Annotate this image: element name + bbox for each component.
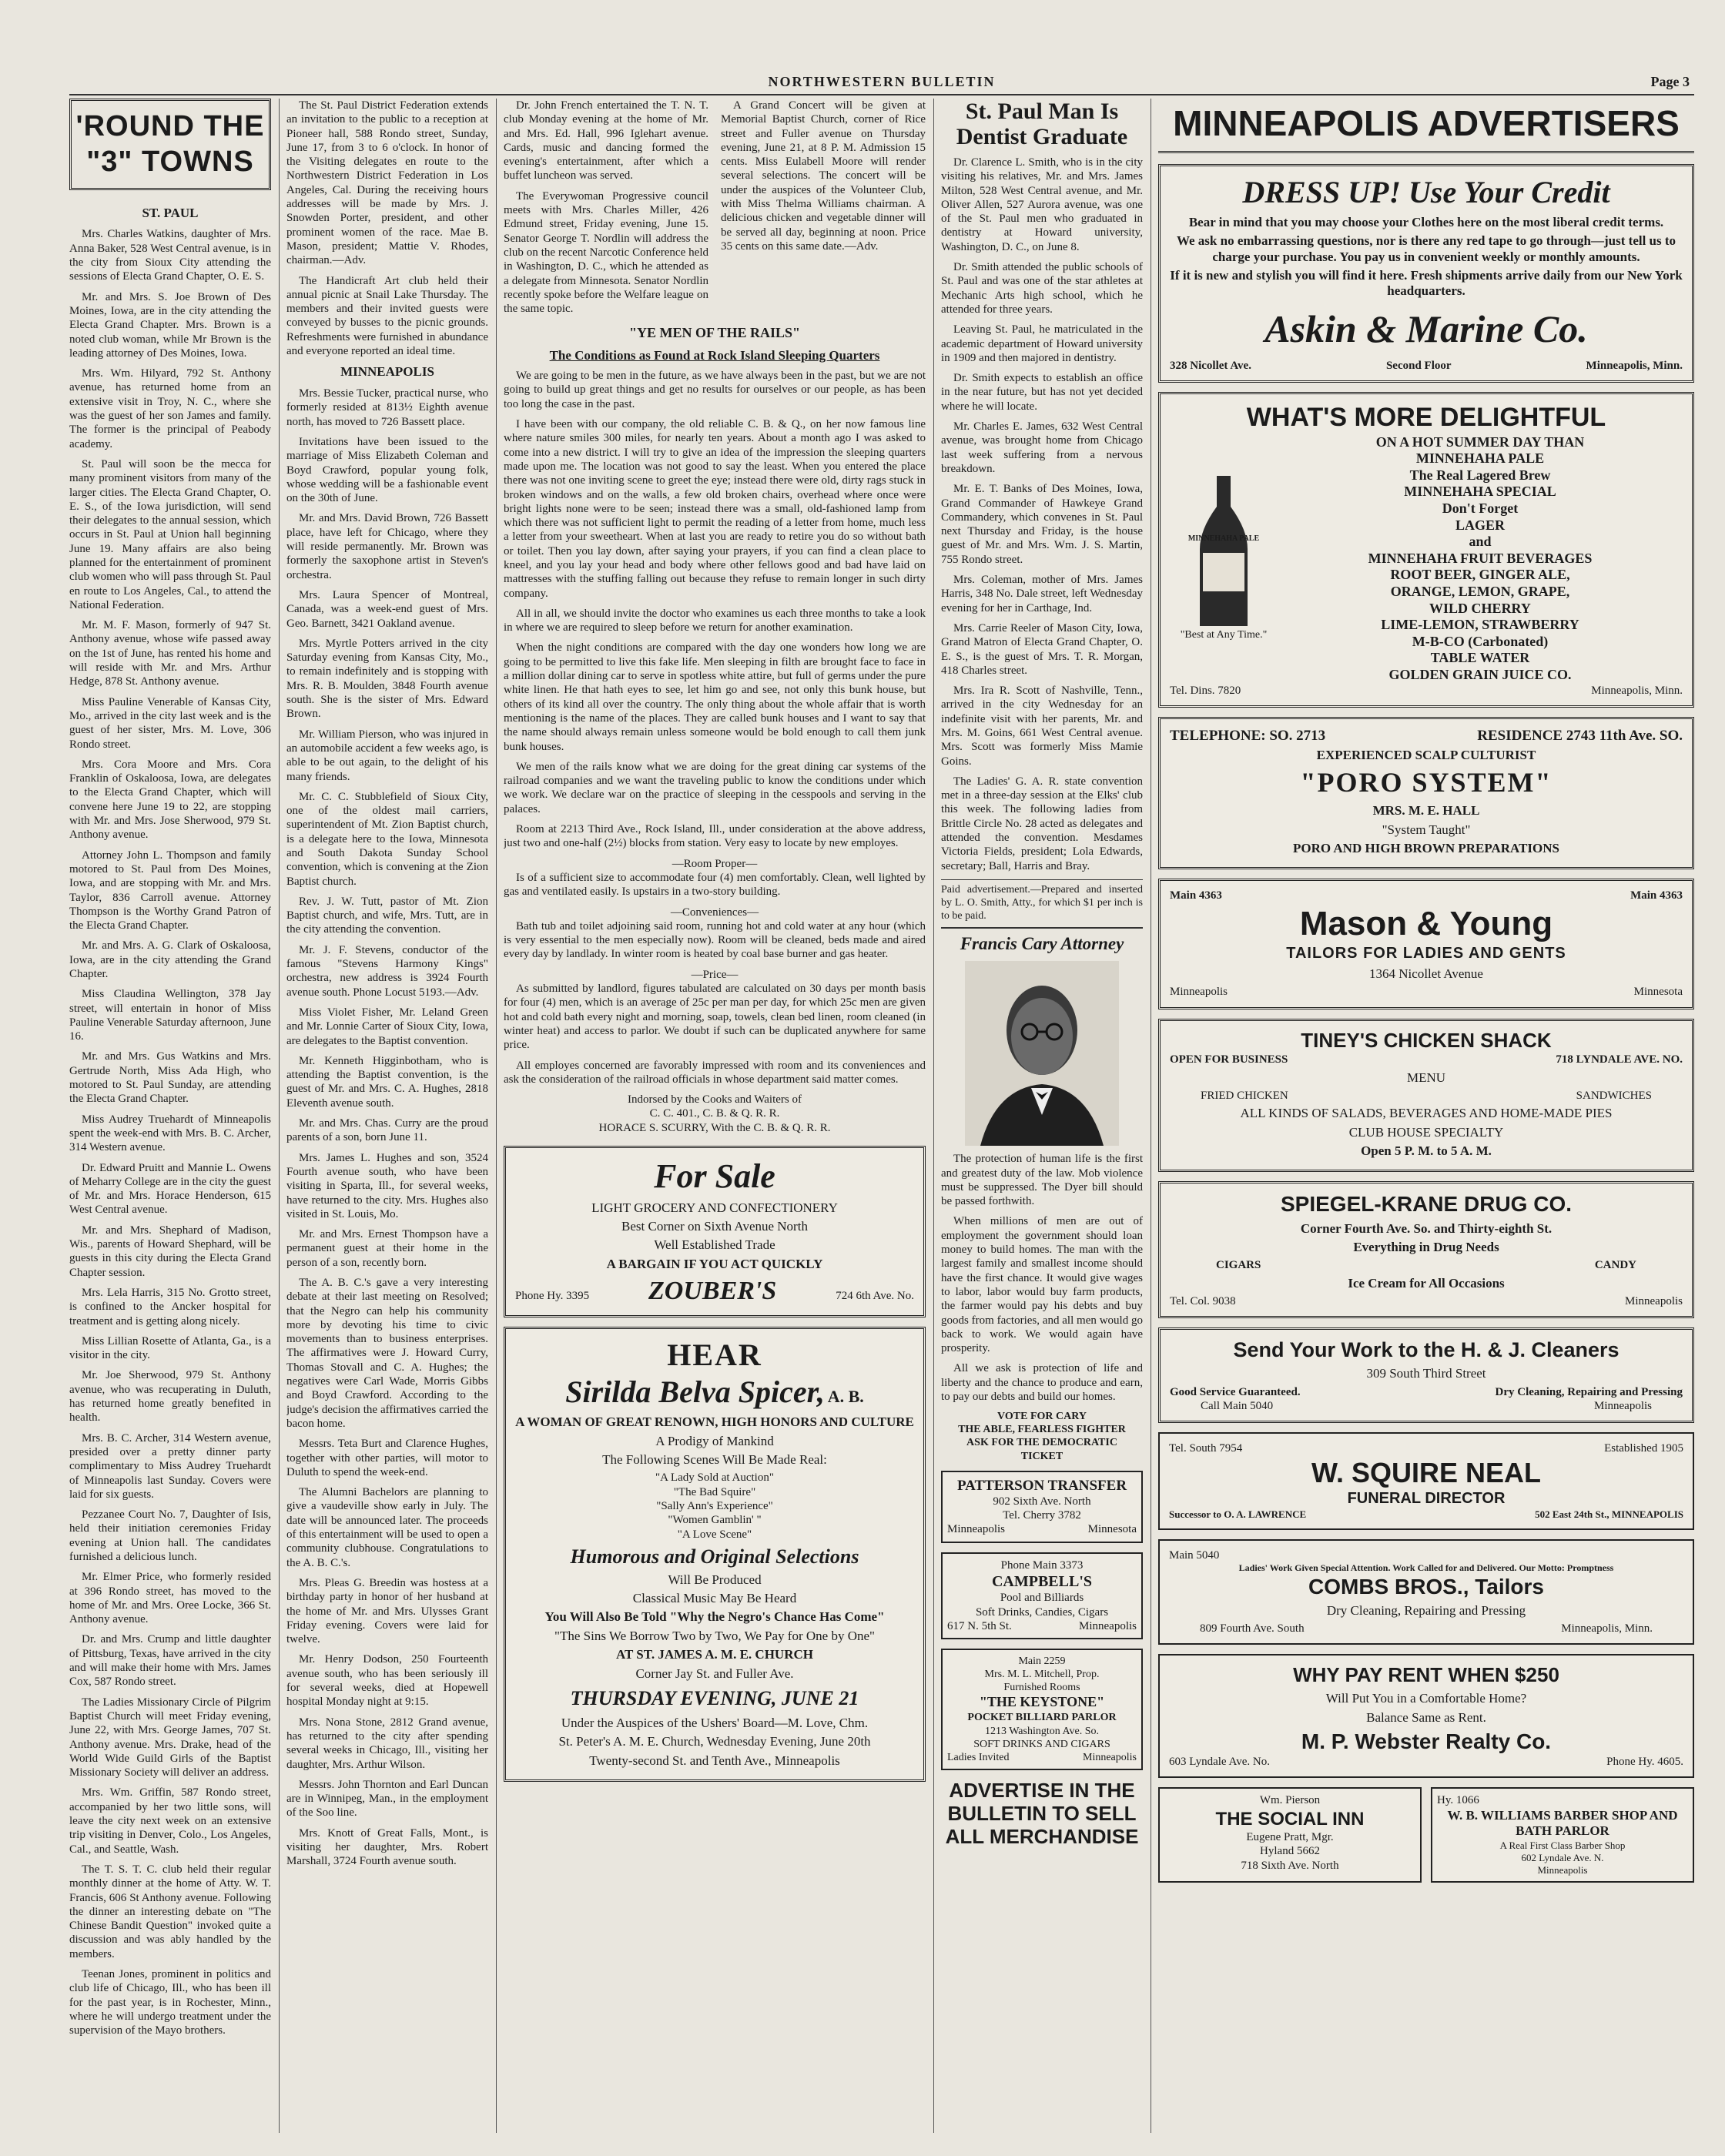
news-paragraph: Mr. M. F. Mason, formerly of 947 St. Anthony avenue, whose wife passed away on the 1st of June, has rented his home and will reside with Mr. and Mrs. Arthur Hedge, 878 St. Anthony avenue. [69,619,271,688]
ad-line: Open 5 P. M. to 5 A. M. [1361,1143,1492,1158]
conveniences-text: Bath tub and toilet adjoining said room, running hot and cold water at any hour (which is very essential to the men especially now). Room will be cleaned, beds made and aired every day by landlady. In winter room is heated by coal base burner and gas heater. [504,919,926,961]
article-paragraph: All in all, we should invite the doctor who examines us each three months to take a look in where we are required to sleep before we return for another examination. [504,607,926,634]
dentist-news [941,156,1143,873]
column-dentist [941,99,1143,2131]
ad-line: SOFT DRINKS AND CIGARS [973,1738,1110,1750]
club-notices-left [504,99,708,322]
for-sale-title: For Sale [654,1157,775,1195]
campbells-ad [941,1552,1143,1640]
ad-line: CLUB HOUSE SPECIALTY [1348,1124,1504,1140]
ad-business-name: W. SQUIRE NEAL [1311,1456,1542,1488]
ad-line: Corner Jay St. and Fuller Ave. [635,1666,794,1681]
news-paragraph: The T. S. T. C. club held their regular monthly dinner at the home of Atty. W. T. Francis, 606 St Anthony avenue. Following the dinner an interesting debate on "The Chinese Bandit Question" invoked quite a discussion and was ably handled by the members. [69,1863,271,1960]
product-line: ROOT BEER, GINGER ALE, [1390,567,1570,583]
ad-business-name: ZOUBER'S [648,1277,777,1306]
ad-business-name: TINEY'S CHICKEN SHACK [1301,1028,1552,1052]
news-paragraph: Miss Pauline Venerable of Kansas City, Mo., arrived in the city last week and is the guest of her sister, Mrs. M. Love, 306 Rondo street. [69,695,271,751]
mason-young-ad [1158,879,1694,1009]
section-st-paul: ST. PAUL [142,205,199,220]
st-paul-notices [286,99,488,358]
attorney-paragraph: When millions of men are out of employment the government should loan money to build homes. The man with the largest family and smallest income should have the first chance. It would give wages to labor, labor would buy farm products, the farmer would pay his debts and buy goods from factories, and all men would go back to work. We would again have prosperity. [941,1215,1143,1355]
ad-address: Corner Fourth Ave. So. and Thirty-eighth St. [1300,1220,1552,1236]
ad-line: "System Taught" [1382,822,1471,837]
ad-phone: Hy. 1066 [1437,1794,1479,1807]
news-paragraph: Mr. and Mrs. Gus Watkins and Mrs. Gertrude North, Miss Ada High, who motored to St. Paul Sunday, are attending the Electa Grand Chapter. [69,1050,271,1106]
article-subtitle: The Conditions as Found at Rock Island Sleeping Quarters [549,348,880,363]
news-paragraph: Miss Violet Fisher, Mr. Leland Green and Mr. Lonnie Carter of Sioux City, Iowa, are delegates to the Baptist convention. [286,1006,488,1047]
news-paragraph: Messrs. John Thornton and Earl Duncan are in Winnipeg, Man., in the employment of the Soo line. [286,1778,488,1820]
news-paragraph: Miss Claudina Wellington, 378 Jay street, will entertain in honor of Miss Pauline Venerable Saturday afternoon, June 16. [69,988,271,1043]
product-line: TABLE WATER [1430,650,1530,666]
news-paragraph: Mrs. Knott of Great Falls, Mont., is visiting her daughter, Mrs. Robert Marshall, 3724 Fourth avenue south. [286,1826,488,1868]
ad-address: 718 Sixth Ave. North [1241,1859,1339,1872]
signature-line: C. C. 401., C. B. & Q. R. R. [649,1107,780,1120]
product-line: ORANGE, LEMON, GRAPE, [1390,583,1570,599]
news-paragraph: Invitations have been issued to the marriage of Miss Elizabeth Coleman and Boyd Crawford, popular young folk, whose wedding will be a fashionable event on the 30th of June. [286,435,488,505]
ad-phone: Hyland 5662 [1260,1845,1320,1858]
ad-line: A Prodigy of Mankind [655,1433,774,1448]
ad-line: CANDY [1594,1259,1636,1272]
hear-title: HEAR [667,1337,762,1372]
beer-bottle-icon [1189,476,1258,630]
column-railmen [504,99,926,2131]
news-paragraph: St. Paul will soon be the mecca for many prominent visitors from many of the larger cities. The Electa Grand Chapter, O. E. S., of the Iowa jurisdiction, will send their delegates to the annual session, which occurs in St. Paul at Union hall beginning June 19. Many affairs are also being planned for the entertainment of prominent club women who will pass through St. Paul en route to Los Angeles, Cal., to attend the National Federation. [69,457,271,611]
news-paragraph: Mrs. Bessie Tucker, practical nurse, who formerly resided at 813½ Eighth avenue north, has moved to 726 Bassett place. [286,387,488,428]
column-rule [496,99,497,2133]
article-paragraph: We are going to be men in the future, as we have always been in the past, but we are not going to build up great things and get no results for ourselves or our people, as has been too long the case in the past. [504,370,926,410]
ad-city: Minneapolis [1079,1619,1137,1632]
news-paragraph: Dr. Smith attended the public schools of St. Paul and was one of the star athletes at Mechanic Arts high school, which he attended for three years. [941,261,1143,316]
bottom-ads [1158,1787,1694,1891]
news-paragraph: Mr. and Mrs. Shephard of Madison, Wis., parents of Howard Shephard, will be guests in this city during the Electa Grand Chapter session. [69,1224,271,1279]
news-paragraph: Mr. J. F. Stevens, conductor of the famous "Stevens Harmony Kings" orchestra, new address is 3924 Fourth avenue south. Phone Locust 5193.—Adv. [286,943,488,999]
scene-title: "A Love Scene" [677,1528,752,1541]
article-paragraph: I have been with our company, the old reliable C. B. & Q., on her now famous line where nature smiles 300 miles, for nearly ten years. About a month ago I was asked to come into a new district. I will try to give an idea of the impression the sleeping quarters made upon me. The location was not good to say the least. When you entered the place there was not one inviting scene to greet the eye; instead there were old, dirty rags stuck in broken windows and on the walls, a few old broken chairs, overhead where once were bright lights none were to be seen; instead there was a small, old-fashioned lamp from which there was not sufficient light to permit the reading of a letter from home, much less a letter from your sweetheart. When at last you are ready to retire you do so without bath or toilet. Then you lay down, after saying your prayers, if you can find a clean place to kneel, and you lay your head and body where other fellows good and bad have laid on mattresses with the stuffing falling out because they refuse to remain longer in such dirty company. [504,418,926,600]
ad-line: Will Put You in a Comfortable Home? [1325,1691,1527,1706]
ad-line: Established 1905 [1604,1442,1683,1455]
minnehaha-product-list [1278,434,1683,684]
scene-title: "Sally Ann's Experience" [656,1500,773,1513]
ad-line: We ask no embarrassing questions, nor is there any red tape to go through—just tell us to charge your purchase. You pay us in convenient weekly or monthly amounts. [1176,233,1676,264]
news-paragraph: Mr. E. T. Banks of Des Moines, Iowa, Grand Commander of Hawkeye Grand Commandery, which convenes in St. Paul next Thursday and Friday, is the house guest of Mr. and Mrs. Wm. J. S. Martin, 755 Rondo street. [941,483,1143,566]
squire-neal-ad [1158,1432,1694,1529]
ad-line: Will Be Produced [668,1572,762,1587]
section-minneapolis: MINNEAPOLIS [340,364,434,380]
news-paragraph: Teenan Jones, prominent in politics and club life of Chicago, Ill., who has been ill for the past year, is in Rochester, Minn., where he will undergo treatment under the supervision of the Mayo brothers. [69,1968,271,2037]
article-body [504,369,926,851]
ad-line: Pool and Billiards [1000,1592,1084,1605]
column-st-paul [69,99,271,2131]
article-paragraph: When the night conditions are compared with the day one wonders how long we are going to be permitted to live this fake life. Men sleeping in filth are brought face to face in a million dollar dining car to serve in spotless white attire, but full of germs under the pure white linen. He that hath eyes to see, let him go and see, not only this bunk house, but others of its kind all over the country. The only thing about the whole affair that is worth mentioning is the name of the places. They are called bunk houses and I want to say that the name should always remain unless someone would be bold enough to call them junk bunk houses. [504,641,926,753]
news-paragraph: Attorney John L. Thompson and family motored to St. Paul from Des Moines, Iowa, and are stopping with Mr. and Mrs. Taylor, 836 Carroll avenue. Attorney Thompson is the Worthy Grand Patron of the Electa Grand Chapter. [69,849,271,932]
minneapolis-news [286,387,488,1869]
signature-line: Indorsed by the Cooks and Waiters of [628,1093,802,1106]
news-paragraph: The St. Paul District Federation extends an invitation to the public to a reception at Pioneer hall, 588 Rondo street, Sunday, June 17, from 3 to 6 o'clock. In honor of the Visiting delegates en route to the Northwestern District Federation in Los Angeles, Cal. During the receiving hours addresses will be made by Mrs. J. Snowden Porter, president, and other prominent women of the race. Mae B. Mason, president; Mattie V. Rhodes, chairman.—Adv. [286,99,488,267]
ad-phone: Main 2259 [1018,1656,1066,1668]
product-line: MINNEHAHA PALE [1415,450,1545,467]
news-paragraph: Mrs. Wm. Griffin, 587 Rondo street, accompanied by her two little sons, will leave the city next week on an extensive trip visiting in Denver, Colo., Los Angeles, Cal., and Seattle, Wash. [69,1786,271,1856]
news-paragraph: Dr. Edward Pruitt and Mannie L. Owens of Meharry College are in the city the guest of Mr. and Mrs. Horace Henderson, 615 West Central avenue. [69,1161,271,1217]
price-heading: —Price— [691,968,739,981]
column-advertisers [1158,99,1694,2131]
ad-business-name: Mason & Young [1299,904,1553,942]
ad-line: Good Service Guaranteed. [1170,1385,1301,1398]
ad-address: 718 LYNDALE AVE. NO. [1556,1053,1683,1066]
news-paragraph: Mr. and Mrs. David Brown, 726 Bassett place, have left for Chicago, where they will reside permanently. Mr. Brown was formerly the saxophone artist in Steven's orchestra. [286,512,488,581]
news-paragraph: Mrs. Lela Harris, 315 No. Grotto street, is confined to the Ancker hospital for treatment and is getting along nicely. [69,1286,271,1327]
vote-notice [941,1410,1143,1462]
social-inn-ad [1158,1787,1422,1882]
news-paragraph: Mrs. Cora Moore and Mrs. Cora Franklin of Oskaloosa, Iowa, are delegates to the Electa Grand Chapter, which will convene here June 19 to 22, are stopping with Mr. and Mrs. Jose Sherwood, 979 St. Anthony avenue. [69,758,271,842]
news-paragraph: Dr. Clarence L. Smith, who is in the city visiting his relatives, Mr. and Mrs. James Milton, 528 West Central avenue, and Mr. Oliver Allen, 527 Aurora avenue, was one of the St. Paul men who graduated in dentistry at Howard university, Washington, D. C., on June 8. [941,156,1143,253]
advertise-line: ADVERTISE IN THE [949,1778,1135,1802]
ad-line: SANDWICHES [1576,1089,1652,1102]
news-paragraph: The Handicraft Art club held their annual picnic at Snail Lake Thursday. The members and their invited guests were conveyed by busses to the picnic grounds. Refreshments were furnished in abundance and everyone reported an ideal time. [286,274,488,358]
paid-notice: Paid advertisement.—Prepared and inserted by L. O. Smith, Atty., for which $1 per inch is to be paid. [941,879,1143,922]
news-paragraph: Mrs. Myrtle Potters arrived in the city Saturday evening from Kansas City, Mo., to remain indefinitely and is stopping with Mrs. R. B. Moulden, 3848 Fourth avenue south. She is the sister of Mrs. Edward Brown. [286,637,488,721]
news-paragraph: Mrs. Wm. Hilyard, 792 St. Anthony avenue, has returned home from an extensive visit in Troy, N. C., where she was the guest of her son James and family. The former is the principal of Peabody academy. [69,367,271,450]
ad-city: Minneapolis, Minn. [1586,359,1683,372]
ad-phone: Call Main 5040 [1201,1399,1274,1412]
ad-line: FUNERAL DIRECTOR [1347,1490,1506,1508]
advertise-notice [941,1779,1143,1849]
news-paragraph: Mr. Henry Dodson, 250 Fourteenth avenue south, who has been seriously ill for several weeks, died at Hopewell hospital Monday night at 9:15. [286,1653,488,1709]
news-paragraph: A Grand Concert will be given at Memorial Baptist Church, corner of Rice street and Fuller avenue on Thursday evening, June 21, at 8 P. M. Admission 15 cents. Miss Eulabell Moore will render several selections. The concert will be under the auspices of the Volunteer Club, with Miss Thelma Williams chairman. A delicious chicken and vegetable dinner will be served all day, beginning at noon. Price 35 cents on this same date.—Adv. [721,99,926,253]
conveniences-heading: —Conveniences— [670,906,759,919]
ad-business-name: CAMPBELL'S [991,1572,1093,1590]
news-paragraph: Mr. Kenneth Higginbotham, who is attending the Baptist convention, is the guest of Mr. and Mrs. C. A. Hughes, 2818 Eleventh avenue south. [286,1054,488,1110]
ad-line: "The Sins We Borrow Two by Two, We Pay for One by One" [554,1628,875,1643]
ad-business-name: Send Your Work to the H. & J. Cleaners [1233,1338,1619,1362]
ad-line: Second Floor [1385,359,1452,372]
attorney-paragraph: The protection of human life is the first and greatest duty of the law. Mob violence must be suppressed. The Dyer bill should be passed forthwith. [941,1153,1143,1208]
closing-text: All employes concerned are favorably impressed with room and its conveniences and ask the consideration of the railroad officials in whose department said matter comes. [504,1059,926,1086]
price-text: As submitted by landlord, figures tabulated are calculated on 30 days per month basis for four (4) men, which is an average of 25c per man per day, for which 25c men are given hot and cold bath every night and morning, soap, towels, clean bed linen, room cleaned (in winter heat) and access to parlor. We doubt if such can be duplicated anywhere for same price. [504,983,926,1052]
column-minneapolis [286,99,488,2131]
ad-business-name: Askin & Marine Co. [1264,306,1588,350]
ad-line: CIGARS [1216,1259,1261,1272]
ad-line: PORO AND HIGH BROWN PREPARATIONS [1292,841,1559,856]
product-line: MINNEHAHA FRUIT BEVERAGES [1368,550,1593,566]
club-notices-right [721,99,926,322]
news-paragraph: Mrs. Ira R. Scott of Nashville, Tenn., arrived in the city Wednesday for an indefinite visit with her parents, Mr. and Mrs. M. Goins, 661 West Central avenue. Mrs. Scott was formerly Miss Mamie Goins. [941,685,1143,768]
ad-business-name: W. B. WILLIAMS BARBER SHOP AND BATH PARLOR [1447,1807,1678,1839]
ad-business-name: SPIEGEL-KRANE DRUG CO. [1280,1192,1573,1217]
ad-address: 902 Sixth Ave. North [993,1495,1091,1508]
ad-city: Minneapolis [947,1523,1005,1536]
ad-business-name: M. P. Webster Realty Co. [1301,1729,1552,1753]
vote-line: THE ABLE, FEARLESS FIGHTER [958,1424,1126,1436]
vote-line: TICKET [1020,1450,1063,1462]
ad-address: 1213 Washington Ave. So. [984,1725,1100,1737]
product-line: MINNEHAHA SPECIAL [1404,484,1556,500]
ad-line: Wm. Pierson [1259,1794,1321,1807]
ad-phone: Tel. Cherry 3782 [1003,1509,1081,1522]
club-notices [504,99,926,322]
keystone-ad [941,1649,1143,1770]
ad-line: A WOMAN OF GREAT RENOWN, HIGH HONORS AND CULTURE [515,1414,914,1430]
attorney-platform [941,1152,1143,1404]
news-paragraph: Mr. and Mrs. Chas. Curry are the proud parents of a son, born June 11. [286,1117,488,1144]
ad-line: Ice Cream for All Occasions [1348,1275,1505,1291]
scene-title: "Women Gamblin' " [668,1514,762,1527]
news-paragraph: Miss Lillian Rosette of Atlanta, Ga., is a visitor in the city. [69,1334,271,1362]
ad-line: Ladies' Work Given Special Attention. Work Called for and Delivered. Our Motto: Promptness [1238,1562,1614,1573]
news-paragraph: Mr. William Pierson, who was injured in an automobile accident a few weeks ago, is able to be out again, to the delight of his many friends. [286,728,488,783]
ad-line: Ladies Invited [947,1751,1010,1763]
bottle-illustration [1170,476,1278,641]
news-paragraph: Mr. Joe Sherwood, 979 St. Anthony avenue, who was recuperating in Duluth, has returned home greatly benefited in health. [69,1369,271,1424]
webster-realty-ad [1158,1654,1694,1778]
ad-address: 502 East 24th St., MINNEAPOLIS [1535,1508,1683,1520]
advertisers-banner: MINNEAPOLIS ADVERTISERS [1158,102,1694,153]
ad-line: Balance Same as Rent. [1366,1709,1486,1725]
news-paragraph: Mrs. Nona Stone, 2812 Grand avenue, has returned to the city after spending several weeks in Chicago, Ill., visiting her daughter, Mrs. Arthur Wilson. [286,1716,488,1771]
ad-line: MRS. M. E. HALL [1372,803,1480,819]
product-line: ON A HOT SUMMER DAY THAN [1375,434,1585,450]
article-paragraph: Room at 2213 Third Ave., Rock Island, Ill., under consideration at the above address, just two and one-half (2½) blocks from station. Very easy to locate by new employes. [504,823,926,850]
ad-line: A Real First Class Barber Shop [1499,1840,1626,1852]
masthead [69,74,1694,95]
news-paragraph: The Ladies' G. A. R. state convention met in a three-day session at the Elks' club this week. The following ladies from Brittle Circle No. 28 acted as delegates and attended the convention. Mesdames Victoria Fields, president; Lola Edwards, secretary; Ball, Harris and Bray. [941,775,1143,872]
ad-address: 1364 Nicollet Avenue [1369,966,1483,981]
ad-line: ALL KINDS OF SALADS, BEVERAGES AND HOME-MADE PIES [1240,1106,1613,1121]
news-paragraph: Mr. C. C. Stubblefield of Sioux City, one of the oldest mail carriers, superintendent of Mt. Zion Baptist church, is a delegate here to the Iowa, Minnesota and South Dakota Sunday School convention, which is convening at the Zion Baptist church. [286,790,488,888]
ad-line: Best Corner on Sixth Avenue North [621,1219,808,1234]
news-paragraph: Mr. and Mrs. A. G. Clark of Oskaloosa, Iowa, are in the city attending the Grand Chapter. [69,939,271,980]
williams-barber-ad [1431,1787,1694,1882]
ad-phone: Phone Main 3373 [1000,1558,1084,1572]
hear-spicer-ad [504,1327,926,1782]
news-paragraph: Mrs. Charles Watkins, daughter of Mrs. Anna Baker, 528 West Central avenue, is in the city from Sioux City attending the sessions of Electa Grand Chapter, O. E. S. [69,228,271,283]
event-date: THURSDAY EVENING, JUNE 21 [570,1687,859,1709]
advertise-line: ALL MERCHANDISE [945,1824,1139,1848]
news-paragraph: Mrs. B. C. Archer, 314 Western avenue, presided over a pretty dinner party complimentary to Miss Audrey Truehardt of Minneapolis last Sunday. Covers were laid for six guests. [69,1431,271,1501]
product-line: Don't Forget [1442,500,1519,516]
attorney-portrait-image [965,961,1119,1146]
signature-line: HORACE S. SCURRY, With the C. B. & Q. R. R. [598,1121,831,1134]
product-line: and [1469,534,1492,550]
news-paragraph: Mrs. Laura Spencer of Montreal, Canada, was a week-end guest of Mrs. Geo. Barnett, 3421 Oakland avenue. [286,588,488,630]
news-paragraph: Mrs. Carrie Reeler of Mason City, Iowa, Grand Matron of Electa Grand Chapter, O. E. S., is the guest of Mrs. T. R. Morgan, 418 Charles street. [941,621,1143,677]
ad-headline: WHY PAY RENT WHEN $250 [1293,1663,1559,1687]
product-line: LIME-LEMON, STRAWBERRY [1381,617,1579,633]
ad-line: Furnished Rooms [1003,1682,1080,1694]
ad-line: If it is new and stylish you will find it here. Fresh shipments arrive daily from our New York headquarters. [1170,268,1683,299]
vote-line: VOTE FOR CARY [997,1411,1087,1423]
ad-tagline: "Best at Any Time." [1180,628,1268,641]
ad-address: 328 Nicollet Ave. [1170,359,1251,372]
article-title: "YE MEN OF THE RAILS" [628,325,801,341]
ad-business-name: THE SOCIAL INN [1215,1808,1365,1830]
combs-bros-ad [1158,1539,1694,1645]
patterson-transfer-ad [941,1471,1143,1543]
news-paragraph: The A. B. C.'s gave a very interesting debate at their last meeting on Resolved; that the Negro can help his community more by devoting his time to civic movements than to business enterprises. The affirmatives were J. Howard Curry, Thomas Stovall and C. A. Hughes; the negatives were Carl Wade, Morris Gibbs and Boyd Crawford. According to the judge's decision the affirmatives carried the bacon home. [286,1277,488,1430]
scene-title: "The Bad Squire" [673,1485,756,1498]
ad-phone: Phone Hy. 4605. [1606,1756,1683,1769]
news-paragraph: Dr. Smith expects to establish an office in the near future, but has not yet decided where he will locate. [941,372,1143,413]
hear-subheading: Humorous and Original Selections [570,1545,859,1568]
news-paragraph: Mr. and Mrs. Ernest Thompson have a permanent guest at their home in the person of a son, recently born. [286,1228,488,1269]
ad-line: Mrs. M. L. Mitchell, Prop. [984,1669,1100,1681]
ad-address: 617 N. 5th St. [947,1619,1012,1632]
ad-phone: Main 4363 [1630,889,1683,902]
ad-line: Dry Cleaning, Repairing and Pressing [1495,1385,1683,1398]
news-paragraph: The Everywoman Progressive council meets with Mrs. Charles Miller, 426 Edmund street, Friday evening, June 15. Senator George T. Nordlin will address the club on the recent Narcotic Conference held in Washington, D. C., which he attended as a delegate from Minnesota. Senator Nordlin recently spoke before the Welfare league on the same topic. [504,189,708,316]
ad-line: The Following Scenes Will Be Made Real: [602,1452,827,1468]
product-line: LAGER [1455,517,1505,533]
news-paragraph: Miss Audrey Truehardt of Minneapolis spent the week-end with Mrs. B. C. Archer, 314 Western avenue. [69,1113,271,1154]
dentist-headline: St. Paul Man Is Dentist Graduate [956,99,1128,149]
ad-phone: TELEPHONE: SO. 2713 [1170,727,1326,744]
ad-phone: Main 5040 [1169,1548,1220,1562]
ad-city: Minneapolis [1625,1295,1683,1308]
ad-city: Minneapolis, Minn. [1591,684,1683,697]
ad-line: MENU [1406,1070,1446,1085]
news-paragraph: Messrs. Teta Burt and Clarence Hughes, together with other parties, will motor to Duluth to spend the week-end. [286,1438,488,1478]
ad-line: POCKET BILLIARD PARLOR [967,1712,1117,1724]
ad-line: Well Established Trade [654,1237,775,1253]
ad-address: 809 Fourth Ave. South [1200,1622,1305,1635]
ad-address: RESIDENCE 2743 11th Ave. SO. [1477,727,1683,744]
news-paragraph: Mr. Charles E. James, 632 West Central avenue, was brought home from Chicago last week suffering from a nervous breakdown. [941,420,1143,475]
news-paragraph: Mrs. Pleas G. Breedin was hostess at a birthday party in honor of her husband at the home of Mr. and Mrs. Ulysses Grant Friday evening. Covers were laid for twelve. [286,1576,488,1646]
masthead-title: NORTHWESTERN BULLETIN [768,74,996,89]
scene-list [515,1471,914,1541]
news-paragraph: Rev. J. W. Tutt, pastor of Mt. Zion Baptist church, and wife, Mrs. Tutt, are in the city attending the convention. [286,895,488,936]
round-the-three-towns-banner: 'ROUND THE "3" TOWNS [69,99,271,190]
spiegel-krane-ad [1158,1181,1694,1318]
ad-address: 724 6th Ave. No. [836,1290,914,1303]
ad-line: OPEN FOR BUSINESS [1170,1053,1288,1066]
speaker-degree: A. B. [827,1387,864,1407]
vote-line: ASK FOR THE DEMOCRATIC [966,1437,1117,1449]
ad-address: 603 Lyndale Ave. No. [1169,1756,1270,1769]
page-number: Page 3 [1650,74,1690,89]
minnehaha-ad [1158,392,1694,708]
ad-phone: Phone Hy. 3395 [515,1290,590,1303]
column-rule [279,99,280,2133]
attorney-title: Francis Cary Attorney [941,927,1143,955]
ad-line: EXPERIENCED SCALP CULTURIST [1316,748,1536,762]
hj-cleaners-ad [1158,1327,1694,1423]
ad-line: Classical Music May Be Heard [632,1591,797,1606]
ad-line: Twenty-second St. and Tenth Ave., Minneapolis [589,1753,840,1768]
news-paragraph: The Alumni Bachelors are planning to give a vaudeville show early in July. The date will be announced later. The proceeds of this entertainment will be used to open a community clubhouse. Congratulations to the A. B. C.'s. [286,1486,488,1569]
ad-city: Minneapolis [1083,1751,1137,1763]
news-paragraph: Mr. Elmer Price, who formerly resided at 396 Rondo street, has moved to the home of Mr. and Mrs. Oree Locke, 366 St. Anthony avenue. [69,1571,271,1626]
speaker-name: Sirilda Belva Spicer, [565,1374,825,1410]
ad-line: Under the Auspices of the Ushers' Board—M. Love, Chm. [561,1715,869,1730]
advertise-line: BULLETIN TO SELL [947,1801,1137,1825]
ad-phone: Tel. Dins. 7820 [1170,684,1241,697]
scene-title: "A Lady Sold at Auction" [655,1471,774,1485]
ad-business-name: PATTERSON TRANSFER [956,1477,1127,1494]
ad-line: A BARGAIN IF YOU ACT QUICKLY [606,1256,823,1271]
bottle-label: MINNEHAHA PALE [1187,534,1260,543]
ad-address: 602 Lyndale Ave. N. [1521,1852,1604,1864]
ad-line: Soft Drinks, Candies, Cigars [975,1605,1109,1619]
article-paragraph: We men of the rails know what we are doing for the great dining car systems of the railroad companies and we want the traveling public to know the conditions under which we work. We declare war on the practice of sleeping in the cesspools and serving in the palaces. [504,760,926,815]
product-line: GOLDEN GRAIN JUICE CO. [1388,666,1572,682]
news-paragraph: Dr. and Mrs. Crump and little daughter of Pittsburg, Texas, have arrived in the city and will make their home with Mrs. James Cox, 587 Rondo street. [69,1633,271,1689]
st-paul-news [69,227,271,2037]
ad-line: Bear in mind that you may choose your Clothes here on the most liberal credit terms. [1188,214,1664,229]
for-sale-footer [515,1275,914,1307]
news-paragraph: Dr. John French entertained the T. N. T. club Monday evening at the home of Mr. and Mrs. Ed. Hall, 996 Iglehart avenue. Cards, music and dancing formed the evening's entertainment, after which a buffet luncheon was served. [504,99,708,182]
room-heading: —Room Proper— [672,857,758,870]
ad-city: Minneapolis [1594,1399,1652,1412]
ad-phone: Tel. Col. 9038 [1170,1295,1236,1308]
news-paragraph: Pezzanee Court No. 7, Daughter of Isis, held their initiation ceremonies Friday evening at Union hall. The candidates furnished a delicious lunch. [69,1508,271,1563]
ad-line: Dry Cleaning, Repairing and Pressing [1326,1602,1526,1618]
ad-business-name: "PORO SYSTEM" [1300,767,1552,798]
ad-line: Everything in Drug Needs [1353,1239,1499,1254]
ad-line: Successor to O. A. LAWRENCE [1169,1508,1307,1520]
news-paragraph: Mrs. James L. Hughes and son, 3524 Fourth avenue south, who have been visiting in Sparta, Ill., for several weeks, have returned to the city. Mrs. Hughes also visited in St. Louis, Mo. [286,1151,488,1220]
for-sale-ad [504,1146,926,1317]
askin-marine-ad [1158,164,1694,383]
ad-line: FRIED CHICKEN [1201,1089,1288,1102]
ad-line: Eugene Pratt, Mgr. [1246,1830,1334,1843]
ad-line: You Will Also Be Told "Why the Negro's Chance Has Come" [544,1609,885,1625]
ad-business-name: "THE KEYSTONE" [979,1694,1105,1710]
ad-state: Minnesota [1633,986,1683,999]
ad-address: 309 South Third Street [1366,1366,1486,1381]
ad-state: Minnesota [1087,1523,1137,1536]
ad-headline: DRESS UP! Use Your Credit [1242,175,1610,210]
attorney-paragraph: All we ask is protection of life and liberty and the chance to produce and earn, to pay our debts and build our homes. [941,1362,1143,1403]
ad-phone: Main 4363 [1170,889,1222,902]
ad-line: St. Peter's A. M. E. Church, Wednesday Evening, June 20th [558,1734,871,1749]
ad-phone: Tel. South 7954 [1169,1442,1243,1455]
product-line: M-B-CO (Carbonated) [1412,633,1549,649]
news-paragraph: The Ladies Missionary Circle of Pilgrim Baptist Church will meet Friday evening, June 22, with Mrs. George James, 707 St. Anthony avenue. Mrs. Drake, head of the World Wide Guild Girls of the Baptist Missionary Society will deliver an address. [69,1696,271,1779]
product-line: WILD CHERRY [1429,600,1531,616]
ad-city: Minneapolis [1537,1863,1588,1876]
tineys-chicken-shack-ad [1158,1019,1694,1173]
ad-city: Minneapolis [1170,986,1228,999]
ad-headline: WHAT'S MORE DELIGHTFUL [1246,403,1606,433]
room-text: Is of a sufficient size to accommodate four (4) men comfortably. Clean, well lighted by gas and ventilated easily. Is upstairs in a two-story building. [504,871,926,899]
news-paragraph: Mrs. Coleman, mother of Mrs. James Harris, 348 No. Dale street, left Wednesday evening for her in Carthage, Ind. [941,574,1143,614]
ad-line: AT ST. JAMES A. M. E. CHURCH [616,1647,813,1662]
product-line: The Real Lagered Brew [1409,467,1551,483]
column-rule [933,99,934,2133]
ad-city: Minneapolis, Minn. [1561,1622,1653,1635]
news-paragraph: Leaving St. Paul, he matriculated in the academic department of Howard university in 1909 and then majored in dentistry. [941,323,1143,364]
ad-line: LIGHT GROCERY AND CONFECTIONERY [591,1200,838,1215]
ad-line: TAILORS FOR LADIES AND GENTS [1286,945,1566,962]
ad-business-name: COMBS BROS., Tailors [1308,1574,1544,1599]
poro-system-ad [1158,717,1694,870]
news-paragraph: Mr. and Mrs. S. Joe Brown of Des Moines, Iowa, are in the city attending the Electa Grand Chapter. Mrs. Brown is a noted club woman, while Mr Brown is the leading attorney of Des Moines, Iowa. [69,290,271,360]
